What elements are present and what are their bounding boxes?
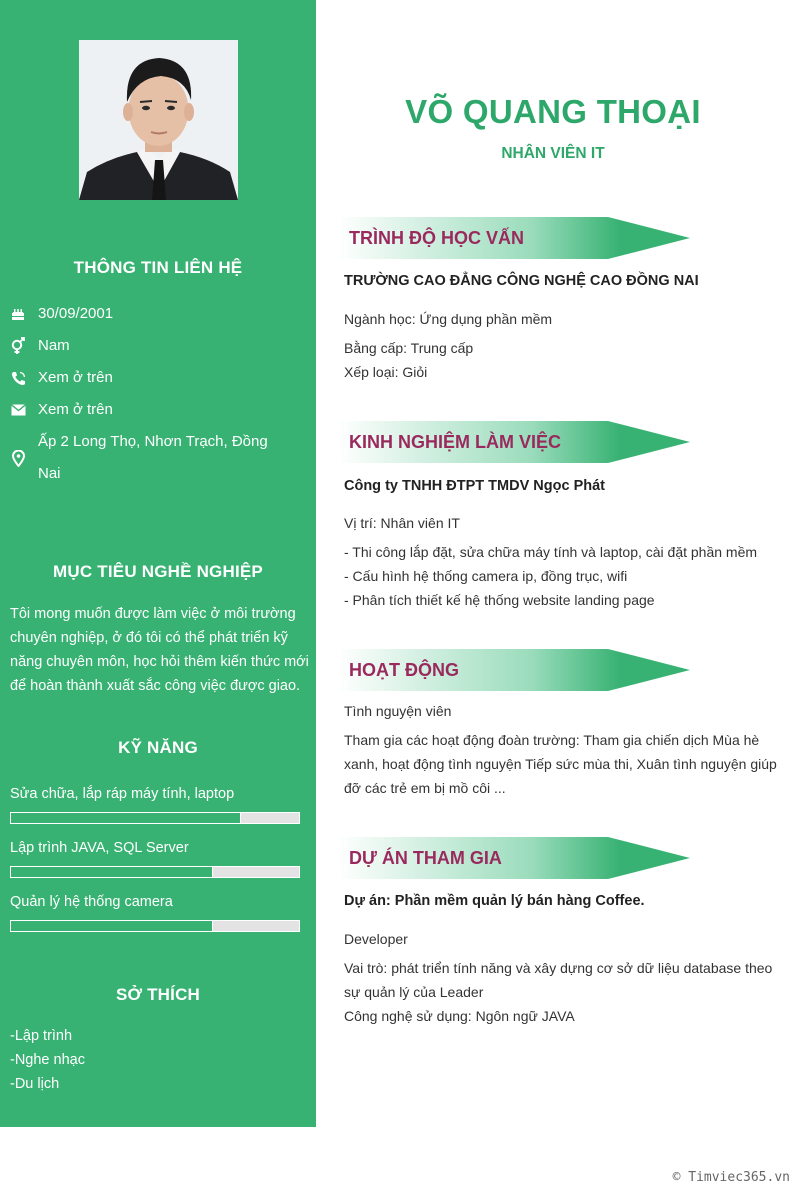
skill-label-2: Quản lý hệ thống camera <box>10 894 173 910</box>
skill-bar-0 <box>10 812 300 824</box>
experience-task-0: - Thi công lắp đặt, sửa chữa máy tính và laptop, cài đặt phần mềm <box>344 544 758 560</box>
phone-value: Xem ở trên <box>38 369 113 386</box>
education-degree: Bằng cấp: Trung cấp <box>344 340 474 356</box>
activities-role: Tình nguyện viên <box>344 703 452 719</box>
cake-icon <box>10 298 26 330</box>
education-section-header <box>338 217 690 259</box>
experience-task-2: - Phân tích thiết kế hệ thống website landing page <box>344 592 655 608</box>
project-title: Dự án: Phần mềm quản lý bán hàng Coffee. <box>344 893 645 909</box>
skill-bar-1 <box>10 866 300 878</box>
location-pin-icon <box>10 442 26 474</box>
job-title: NHÂN VIÊN IT <box>501 145 605 162</box>
school-name: TRƯỜNG CAO ĐẲNG CÔNG NGHỆ CAO ĐỒNG NAI <box>344 273 699 289</box>
objective-heading: MỤC TIÊU NGHỀ NGHIỆP <box>53 562 263 581</box>
experience-task-1: - Cấu hình hệ thống camera ip, đồng trục, wifi <box>344 568 628 584</box>
envelope-icon <box>10 394 26 426</box>
education-heading: TRÌNH ĐỘ HỌC VẤN <box>349 228 524 248</box>
sidebar <box>0 0 316 1127</box>
project-tech: Công nghệ sử dụng: Ngôn ngữ JAVA <box>344 1008 575 1024</box>
address-value: Ấp 2 Long Thọ, Nhơn Trạch, Đồng Nai <box>38 433 268 482</box>
hobby-item-2: -Du lịch <box>10 1076 60 1092</box>
activities-description: Tham gia các hoạt động đoàn trường: Tham gia chiến dịch Mùa hè xanh, hoạt động tình nguyện Tiếp sức mùa thi, Xuân tình nguyện giúp đỡ các trẻ em bị mồ côi ... <box>344 732 777 796</box>
candidate-name: VÕ QUANG THOẠI <box>405 93 701 130</box>
company-name: Công ty TNHH ĐTPT TMDV Ngọc Phát <box>344 478 605 494</box>
profile-photo <box>79 40 238 200</box>
phone-icon <box>10 362 26 394</box>
activities-heading: HOẠT ĐỘNG <box>349 660 459 680</box>
gender-icon <box>10 330 26 362</box>
hobby-item-1: -Nghe nhạc <box>10 1052 85 1068</box>
skill-fill-2 <box>11 921 213 931</box>
experience-heading: KINH NGHIỆM LÀM VIỆC <box>349 432 562 452</box>
birthday-value: 30/09/2001 <box>38 305 114 322</box>
hobbies-heading: SỞ THÍCH <box>115 985 201 1004</box>
watermark: © Timviec365.vn <box>672 1170 790 1185</box>
skill-fill-0 <box>11 813 241 823</box>
project-description: Vai trò: phát triển tính năng và xây dựng cơ sở dữ liệu database theo sự quản lý của Leader <box>344 960 773 1000</box>
contact-heading: THÔNG TIN LIÊN HỆ <box>73 258 243 277</box>
skill-label-1: Lập trình JAVA, SQL Server <box>10 840 189 856</box>
education-major: Ngành học: Ứng dụng phần mềm <box>344 311 553 327</box>
skill-bar-2 <box>10 920 300 932</box>
projects-heading: DỰ ÁN THAM GIA <box>349 848 502 868</box>
gender-value: Nam <box>38 337 70 354</box>
project-role: Developer <box>344 931 408 947</box>
email-value: Xem ở trên <box>38 401 113 418</box>
hobby-item-0: -Lập trình <box>10 1028 73 1044</box>
objective-text: Tôi mong muốn được làm việc ở môi trường chuyên nghiệp, ở đó tôi có thể phát triển kỹ năng chuyên môn, học hỏi thêm kiến thức mới để hoàn thành xuất sắc công việc được giao. <box>10 606 309 694</box>
activities-section-header <box>338 649 690 691</box>
experience-position: Vị trí: Nhân viên IT <box>344 515 460 531</box>
education-rank: Xếp loại: Giỏi <box>344 364 428 380</box>
skill-label-0: Sửa chữa, lắp ráp máy tính, laptop <box>10 786 235 802</box>
skills-heading: KỸ NĂNG <box>118 738 198 757</box>
projects-section-header <box>338 837 690 879</box>
experience-section-header <box>338 421 690 463</box>
skill-fill-1 <box>11 867 213 877</box>
